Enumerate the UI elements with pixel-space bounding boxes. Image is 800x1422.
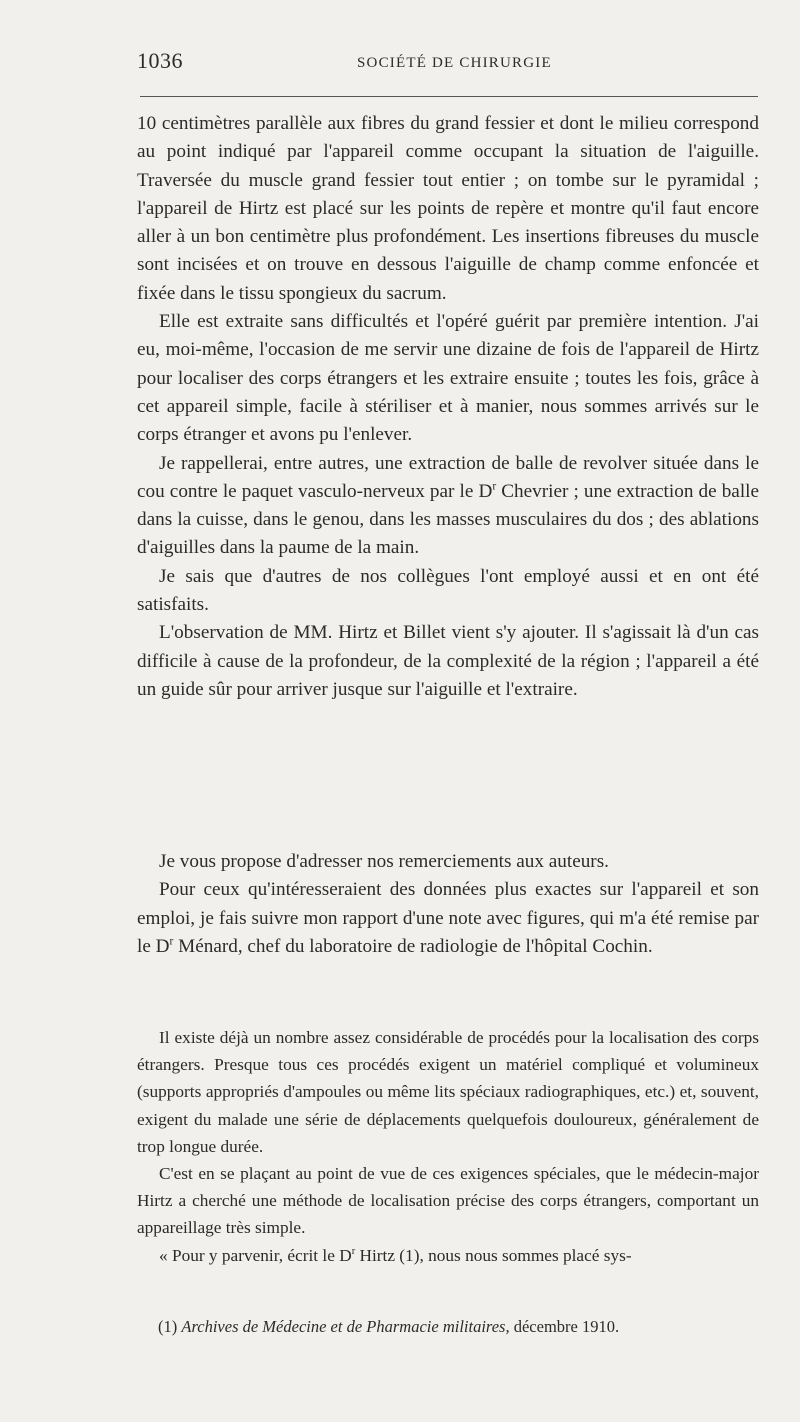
paragraph-examples [137,450,759,563]
paragraph-quote [137,1242,759,1269]
note-text [137,1024,759,1269]
paragraph-examples-text-1: Je rappellerai, entre autres, une extraction de balle de revolver située dans le cou contre le paquet vasculo-nerveux par le D [137,452,759,502]
paragraph-procedures: Il existe déjà un nombre assez considérable de procédés pour la localisation des corps étrangers. Presque tous ces procédés exigent un matériel compliqué et volumineux (supports appropriés d'ampoules ou même lits spéciaux radiographiques, etc.) et, souvent, exigent du malade une série de déplacements quelquefois douloureux, généralement de trop longue durée. [137,1028,759,1156]
paragraph-note-intro-text-1: Pour ceux qu'intéresseraient des données plus exactes sur l'appareil et son emploi, je fais suivre mon rapport d'une note avec figures, qui m'a été remise par le D [137,879,759,957]
paragraph-continuation: 10 centimètres parallèle aux fibres du grand fessier et dont le milieu correspond au point indiqué par l'appareil comme occupant la situation de l'aiguille. Traversée du muscle grand fessier tout entier ; on tombe sur le pyramidal ; l'appareil de Hirtz est placé sur les points de repère et montre qu'il faut encore aller à un bon centimètre plus profondément. Les insertions fibreuses du muscle sont incisées et on trouve en dessous l'aiguille de champ comme enfoncée et fixée dans le tissu spongieux du sacrum. [137,113,759,304]
paragraph-colleagues: Je sais que d'autres de nos collègues l'ont employé aussi et en ont été satisfaits. [137,565,759,616]
paragraph-thanks: Je vous propose d'adresser nos remerciements aux auteurs. [159,851,609,872]
closing-text [137,848,759,961]
footnote-date: décembre 1910. [509,1317,620,1336]
paragraph-note-intro [137,876,759,961]
superscript-r: r [351,1245,356,1257]
paragraph-hirtz-method: C'est en se plaçant au point de vue de ces exigences spéciales, que le médecin-major Hirtz a cherché une méthode de localisation précise des corps étrangers, comportant un appareillage très simple. [137,1164,759,1238]
running-title: SOCIÉTÉ DE CHIRURGIE [357,55,552,71]
footnote [158,1316,758,1338]
header-rule [140,96,758,97]
superscript-r: r [492,480,497,493]
paragraph-examples-text-2: Chevrier ; une extraction de balle dans la cuisse, dans le genou, dans les masses musculaires du dos ; des ablations d'aiguilles dans la paume de la main. [137,480,759,559]
paragraph-extraction: Elle est extraite sans difficultés et l'opéré guérit par première intention. J'ai eu, moi-même, l'occasion de me servir une dizaine de fois de l'appareil de Hirtz pour localiser des corps étrangers et les extraire ensuite ; toutes les fois, grâce à cet appareil simple, facile à stériliser et à manier, nous sommes arrivés sur le corps étranger et avons pu l'enlever. [137,311,759,446]
paragraph-quote-text-2: Hirtz (1), nous nous sommes placé sys- [355,1245,632,1265]
footnote-marker: (1) [158,1317,182,1336]
paragraph-quote-text-1: « Pour y parvenir, écrit le D [159,1245,352,1265]
page-number: 1036 [137,48,183,73]
page-header [137,48,757,88]
paragraph-observation: L'observation de MM. Hirtz et Billet vient s'y ajouter. Il s'agissait là d'un cas difficile à cause de la profondeur, de la complexité de la région ; l'appareil a été un guide sûr pour arriver jusque sur l'aiguille et l'extraire. [137,622,759,700]
report-text [137,110,759,704]
footnote-source: Archives de Médecine et de Pharmacie militaires, [181,1317,510,1336]
superscript-r: r [169,935,174,948]
paragraph-note-intro-text-2: Ménard, chef du laboratoire de radiologie de l'hôpital Cochin. [173,935,653,957]
